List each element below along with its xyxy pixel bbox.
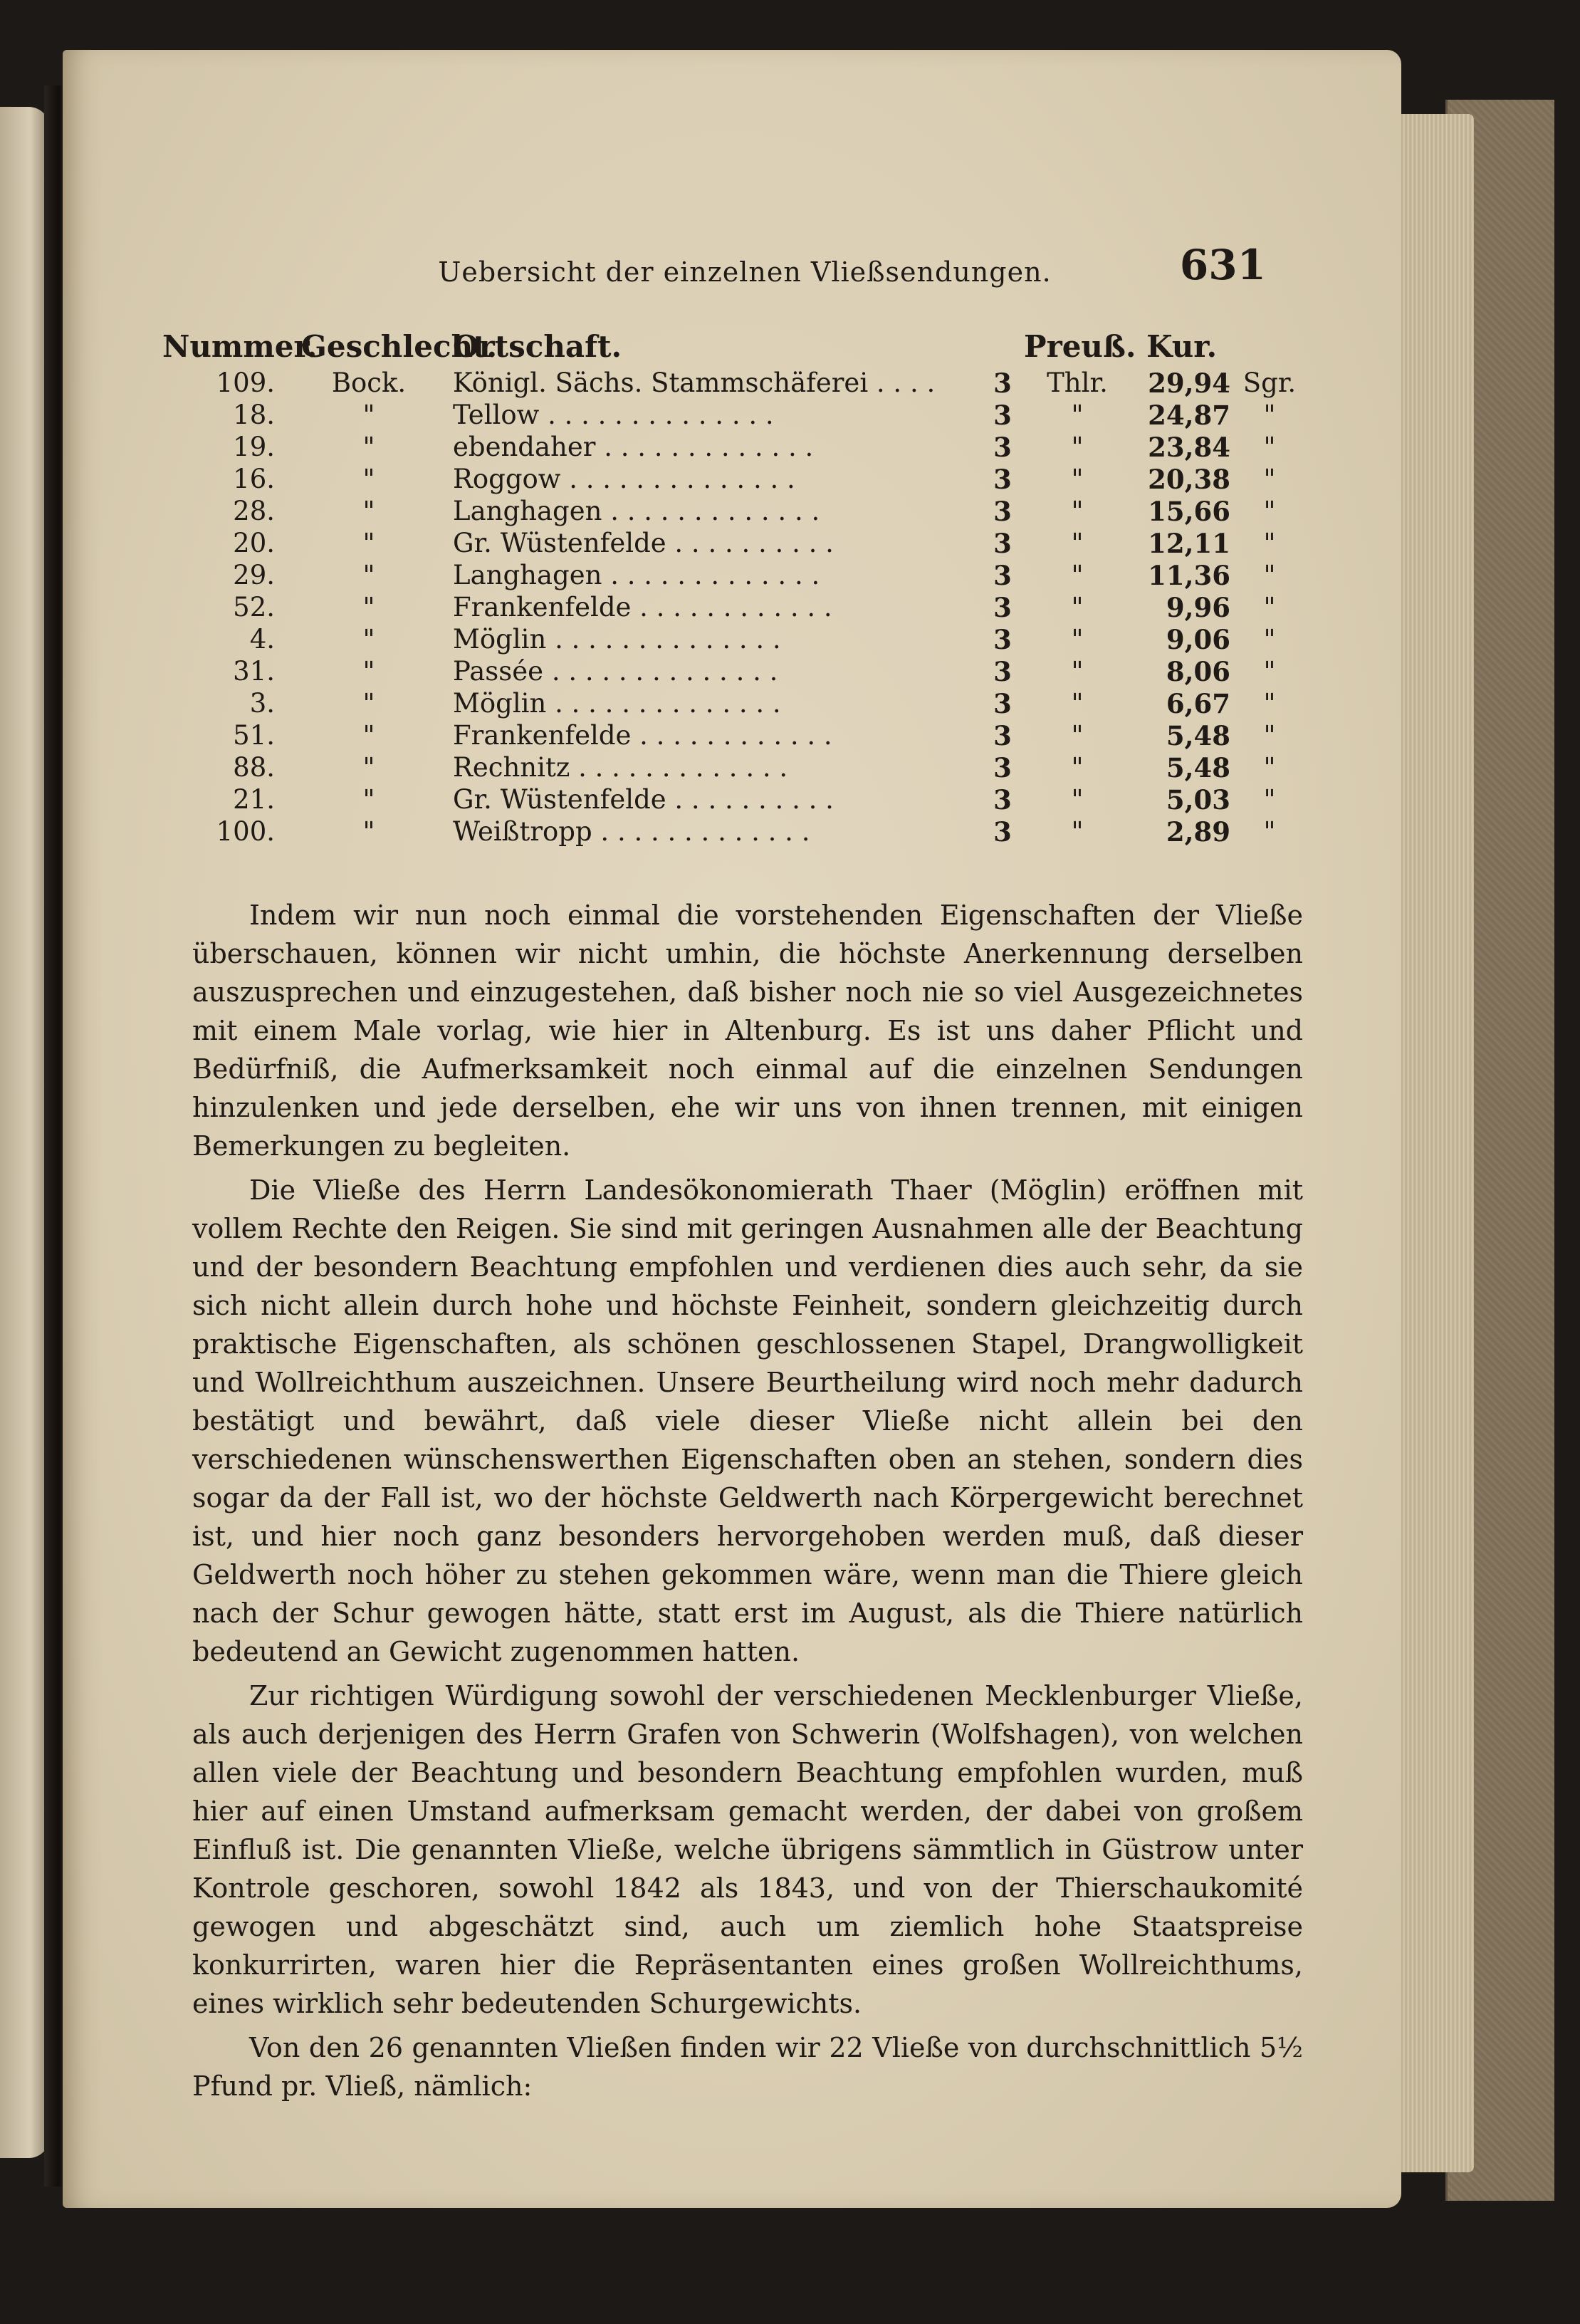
row-value: 5,03 (1166, 784, 1230, 816)
row-number: 109. (216, 368, 275, 398)
row-sgr: Sgr. (1242, 368, 1297, 398)
row-number: 21. (233, 784, 275, 815)
row-place: ebendaher . . . . . . . . . . . . . (453, 432, 814, 462)
row-thaler-count: 3 (993, 816, 1012, 848)
row-unit: " (1071, 816, 1084, 847)
facing-page-edge (0, 107, 50, 2158)
row-sgr: " (1263, 432, 1276, 462)
row-unit: " (1071, 432, 1084, 462)
row-sgr: " (1263, 816, 1276, 847)
row-unit: " (1071, 592, 1084, 622)
table-row (63, 368, 1401, 400)
row-unit: Thlr. (1047, 368, 1108, 398)
row-number: 19. (233, 432, 275, 462)
row-number: 16. (233, 464, 275, 494)
row-place: Gr. Wüstenfelde . . . . . . . . . . (453, 528, 834, 558)
table-row (63, 592, 1401, 624)
row-sex: " (362, 656, 375, 687)
row-sex: " (362, 752, 375, 783)
table-row (63, 752, 1401, 784)
table-row (63, 784, 1401, 816)
paragraph: Von den 26 genannten Vließen finden wir 22 Vließe von durchschnittlich 5½ Pfund pr. Vließ, nämlich: (192, 2032, 1303, 2102)
row-thaler-count: 3 (993, 432, 1012, 463)
row-value: 2,89 (1166, 816, 1230, 848)
row-thaler-count: 3 (993, 624, 1012, 655)
table-row (63, 624, 1401, 656)
row-sex: " (362, 400, 375, 430)
row-number: 31. (233, 656, 275, 687)
row-place: Roggow . . . . . . . . . . . . . . (453, 464, 795, 494)
row-number: 100. (216, 816, 275, 847)
row-sex: " (362, 624, 375, 655)
row-number: 4. (249, 624, 275, 655)
row-thaler-count: 3 (993, 720, 1012, 751)
row-thaler-count: 3 (993, 656, 1012, 687)
row-value: 6,67 (1166, 688, 1230, 719)
row-thaler-count: 3 (993, 400, 1012, 431)
row-sgr: " (1263, 592, 1276, 622)
table-row (63, 688, 1401, 720)
row-place: Langhagen . . . . . . . . . . . . . (453, 496, 820, 526)
row-thaler-count: 3 (993, 496, 1012, 527)
row-place: Gr. Wüstenfelde . . . . . . . . . . (453, 784, 834, 815)
paragraph: Die Vließe des Herrn Landesökonomierath Thaer (Möglin) eröffnen mit vollem Rechte den Reigen. Sie sind mit geringen Ausnahmen alle der Beachtung und der besondern Beachtung empfohlen und verdienen dies auch sehr, da sie sich nicht allein durch hohe und höchste Feinheit, sondern gleichzeitig durch praktische Eigenschaften, als schönen geschlossenen Stapel, Drangwolligkeit und Wollreichthum auszeichnen. Unsere Beurtheilung wird noch mehr dadurch bestätigt und bewährt, daß viele dieser Vließe nicht allein bei den verschiedenen wünschenswerthen Eigenschaften oben an stehen, sondern dies sogar da der Fall ist, wo der höchste Geldwerth nach Körpergewicht berechnet ist, und hier noch ganz besonders hervorgehoben werden muß, daß dieser Geldwerth noch höher zu stehen gekommen wäre, wenn man die Thiere gleich nach der Schur gewogen hätte, statt erst im August, als die Thiere natürlich bedeutend an Gewicht zugenommen hatten. (192, 1174, 1303, 1667)
row-unit: " (1071, 624, 1084, 655)
table-header (63, 329, 1401, 372)
table-row (63, 496, 1401, 528)
row-unit: " (1071, 496, 1084, 526)
table-row (63, 432, 1401, 464)
row-value: 9,96 (1166, 592, 1230, 623)
row-sex: " (362, 784, 375, 815)
row-value: 5,48 (1166, 752, 1230, 783)
row-number: 52. (233, 592, 275, 622)
paragraph: Indem wir nun noch einmal die vorstehenden Eigenschaften der Vließe überschauen, können wir nicht umhin, die höchste Anerkennung derselben auszusprechen und einzugestehen, daß bisher noch nie so viel Ausgezeichnetes mit einem Male vorlag, wie hier in Altenburg. Es ist uns daher Pflicht und Bedürfniß, die Aufmerksamkeit noch einmal auf die einzelnen Sendungen hinzulenken und jede derselben, ehe wir uns von ihnen trennen, mit einigen Bemerkungen zu begleiten. (192, 900, 1303, 1162)
row-sgr: " (1263, 688, 1276, 719)
row-value: 5,48 (1166, 720, 1230, 751)
row-sex: " (362, 816, 375, 847)
row-thaler-count: 3 (993, 560, 1012, 591)
row-sgr: " (1263, 496, 1276, 526)
row-value: 9,06 (1166, 624, 1230, 655)
row-sgr: " (1263, 784, 1276, 815)
row-number: 88. (233, 752, 275, 783)
row-sgr: " (1263, 528, 1276, 558)
row-thaler-count: 3 (993, 784, 1012, 816)
row-unit: " (1071, 720, 1084, 751)
row-unit: " (1071, 560, 1084, 590)
row-sgr: " (1263, 624, 1276, 655)
row-sgr: " (1263, 656, 1276, 687)
table-row (63, 400, 1401, 432)
row-unit: " (1071, 656, 1084, 687)
page-number: 631 (1179, 241, 1266, 289)
table-row (63, 464, 1401, 496)
row-place: Möglin . . . . . . . . . . . . . . (453, 688, 781, 719)
row-thaler-count: 3 (993, 592, 1012, 623)
row-number: 18. (233, 400, 275, 430)
column-header-price: Preuß. Kur. (1024, 329, 1218, 364)
row-place: Königl. Sächs. Stammschäferei . . . . (453, 368, 936, 398)
row-thaler-count: 3 (993, 528, 1012, 559)
row-place: Tellow . . . . . . . . . . . . . . (453, 400, 774, 430)
row-unit: " (1071, 464, 1084, 494)
row-value: 12,11 (1148, 528, 1230, 559)
row-place: Langhagen . . . . . . . . . . . . . (453, 560, 820, 590)
row-number: 20. (233, 528, 275, 558)
row-place: Möglin . . . . . . . . . . . . . . (453, 624, 781, 655)
row-thaler-count: 3 (993, 752, 1012, 783)
row-place: Passée . . . . . . . . . . . . . . (453, 656, 778, 687)
row-value: 24,87 (1148, 400, 1230, 431)
row-number: 29. (233, 560, 275, 590)
row-number: 51. (233, 720, 275, 751)
row-sex: " (362, 464, 375, 494)
row-sgr: " (1263, 560, 1276, 590)
row-number: 3. (249, 688, 275, 719)
column-header-sex: Geschlecht. (301, 329, 498, 364)
paragraph: Zur richtigen Würdigung sowohl der verschiedenen Mecklenburger Vließe, als auch derjenigen des Herrn Grafen von Schwerin (Wolfshagen), von welchen allen viele der Beachtung und besondern Beachtung empfohlen wurden, muß hier auf einen Umstand aufmerksam gemacht werden, der dabei von großem Einfluß ist. Die genannten Vließe, welche übrigens sämmtlich in Güstrow unter Kontrole geschoren, sowohl 1842 als 1843, und von der Thierschaukomité gewogen und abgeschätzt sind, auch um ziemlich hohe Staatspreise konkurrirten, waren hier die Repräsentanten eines großen Wollreichthums, eines wirklich sehr bedeutenden Schurgewichts. (192, 1680, 1303, 2019)
row-place: Rechnitz . . . . . . . . . . . . . (453, 752, 788, 783)
row-sex: " (362, 496, 375, 526)
row-sgr: " (1263, 464, 1276, 494)
table-row (63, 656, 1401, 688)
row-sex: " (362, 528, 375, 558)
row-sex: " (362, 560, 375, 590)
table-row (63, 560, 1401, 592)
row-value: 20,38 (1148, 464, 1230, 495)
row-sgr: " (1263, 400, 1276, 430)
row-number: 28. (233, 496, 275, 526)
column-header-number: Nummer. (162, 329, 318, 364)
body-text (192, 896, 1303, 2111)
row-unit: " (1071, 528, 1084, 558)
row-place: Frankenfelde . . . . . . . . . . . . (453, 592, 832, 622)
row-value: 15,66 (1148, 496, 1230, 527)
book-page (63, 50, 1401, 2208)
row-value: 11,36 (1148, 560, 1230, 591)
table-row (63, 816, 1401, 848)
row-value: 23,84 (1148, 432, 1230, 463)
row-sgr: " (1263, 752, 1276, 783)
row-place: Weißtropp . . . . . . . . . . . . . (453, 816, 810, 847)
row-sex: " (362, 720, 375, 751)
row-value: 8,06 (1166, 656, 1230, 687)
row-unit: " (1071, 784, 1084, 815)
fleece-table (63, 368, 1401, 848)
running-title: Uebersicht der einzelnen Vließsendungen. (438, 256, 1052, 288)
row-sex: " (362, 592, 375, 622)
table-row (63, 528, 1401, 560)
row-value: 29,94 (1148, 368, 1230, 399)
table-row (63, 720, 1401, 752)
row-unit: " (1071, 752, 1084, 783)
row-sex: Bock. (331, 368, 407, 398)
row-thaler-count: 3 (993, 688, 1012, 719)
row-unit: " (1071, 688, 1084, 719)
row-thaler-count: 3 (993, 368, 1012, 399)
row-thaler-count: 3 (993, 464, 1012, 495)
row-sex: " (362, 432, 375, 462)
row-sex: " (362, 688, 375, 719)
row-place: Frankenfelde . . . . . . . . . . . . (453, 720, 832, 751)
row-sgr: " (1263, 720, 1276, 751)
row-unit: " (1071, 400, 1084, 430)
column-header-place: Ortschaft. (453, 329, 622, 364)
